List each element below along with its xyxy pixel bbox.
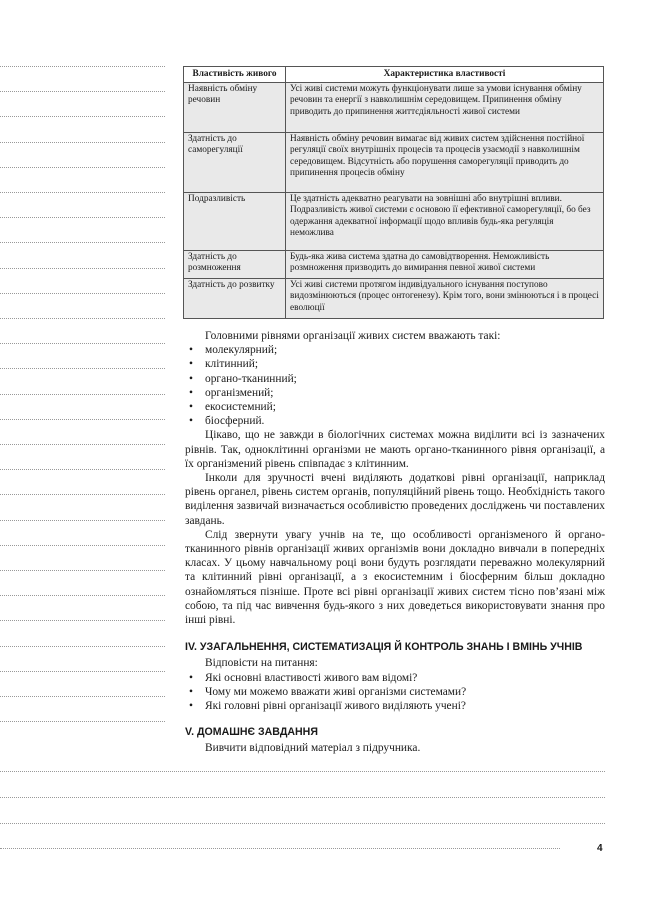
margin-line (0, 595, 165, 596)
table-row (184, 133, 604, 193)
properties-table (183, 66, 604, 319)
margin-line (0, 620, 165, 621)
questions-list (185, 671, 605, 714)
margin-line (0, 494, 165, 495)
property-description: Усі живі системи протягом індивідуального існування поступово видозмінюються (процес онтогенезу). Крім того, вони змінюються і в процесі еволюції (286, 279, 604, 319)
list-item: • молекулярний; (185, 343, 605, 357)
paragraph: Інколи для зручності вчені виділяють додаткові рівні організації, наприклад рівень органел, рівень систем органів, популяційний рівень тощо. Необхідність такого виділення зазвичай визначається особливістю проведених досліджень чи поставлених завдань. (185, 472, 605, 527)
margin-line (0, 394, 165, 395)
margin-line (0, 469, 165, 470)
list-item: • біосферний. (185, 414, 605, 428)
table-row (184, 83, 604, 133)
margin-line (0, 444, 165, 445)
margin-line (0, 167, 165, 168)
levels-intro: Головними рівнями організації живих систем вважають такі: (205, 330, 501, 342)
paragraph: Цікаво, що не завжди в біологічних системах можна виділити всі із зазначених рівнів. Так, одноклітинні організми не мають органо-тканинного рівня організації, а їх організмений рівень співпадає з клітинним. (185, 429, 605, 470)
margin-line (0, 66, 165, 67)
property-description: Це здатність адекватно реагувати на зовнішні або внутрішні впливи. Подразливість живої системи є основою її ефективної саморегуляції, бо без одержання адекватної інформації щодо впливів будь-яка регуляція неможлива (286, 193, 604, 251)
margin-line (0, 91, 165, 92)
margin-line (0, 142, 165, 143)
list-item: • організмений; (185, 386, 605, 400)
list-item: • екосистемний; (185, 400, 605, 414)
levels-list (185, 343, 605, 428)
property-description: Наявність обміну речовин вимагає від живих систем здійснення постійної регуляції своїх внутрішніх процесів та процесів узаємодії з навколишнім середовищем. Відсутність або порушення саморегуляції приводить до припинення процесів обміну (286, 133, 604, 193)
list-item: • органо-тканинний; (185, 372, 605, 386)
property-name: Здатність до розвитку (184, 279, 286, 319)
margin-line (0, 293, 165, 294)
margin-line (0, 646, 165, 647)
margin-line (0, 268, 165, 269)
property-name: Подразливість (184, 193, 286, 251)
table-row (184, 279, 604, 319)
column-header: Характеристика властивості (286, 67, 604, 83)
section-heading: IV. УЗАГАЛЬНЕННЯ, СИСТЕМАТИЗАЦІЯ Й КОНТРОЛЬ ЗНАНЬ І ВМІНЬ УЧНІВ (185, 641, 583, 654)
margin-line (0, 192, 165, 193)
property-name: Здатність до розмноження (184, 251, 286, 279)
paragraph: Слід звернути увагу учнів на те, що особливості організменого й органо-тканинного рівнів організації живих організмів вони докладно вивчали в попередніх класах. У цьому навчальному році вони будуть розглядати переважно молекулярний та клітинний рівні організації, а з екосистемним і біосферним більш докладно ознайомляться пізніше. Проте всі рівні організації живих систем тісно пов’язані між собою, та під час вивчення будь-якого з них доведеться використовувати знання про інші рівні. (185, 528, 605, 627)
margin-line (0, 242, 165, 243)
section-heading: V. ДОМАШНЄ ЗАВДАННЯ (185, 726, 318, 739)
list-item: • Чому ми можемо вважати живі організми системами? (185, 685, 605, 699)
margin-line (0, 671, 165, 672)
margin-line (0, 318, 165, 319)
table-row (184, 193, 604, 251)
margin-line (0, 570, 165, 571)
list-item: • Які головні рівні організації живого виділяють учені? (185, 699, 605, 713)
margin-line (0, 520, 165, 521)
table-header-row (184, 67, 604, 83)
questions-intro: Відповісти на питання: (205, 657, 318, 670)
property-description: Усі живі системи можуть функціонувати лише за умови існування обміну речовин та енергії з навколишнім середовищем. Припинення обміну приводить до припинення життєдіяльності живої системи (286, 83, 604, 133)
margin-line (0, 116, 165, 117)
list-item: • клітинний; (185, 357, 605, 371)
body-text (185, 329, 605, 756)
table-row (184, 251, 604, 279)
margin-line (0, 696, 165, 697)
column-header: Властивість живого (184, 67, 286, 83)
property-name: Наявність обміну речовин (184, 83, 286, 133)
margin-line (0, 217, 165, 218)
margin-line (0, 368, 165, 369)
margin-line (0, 545, 165, 546)
margin-line (0, 721, 165, 722)
margin-note-lines (0, 0, 165, 900)
page-number: 4 (597, 843, 603, 854)
property-description: Будь-яка жива система здатна до самовідтворення. Неможливість розмноження призводить до вимирання певної живої системи (286, 251, 604, 279)
margin-line (0, 419, 165, 420)
margin-line (0, 343, 165, 344)
list-item: • Які основні властивості живого вам відомі? (185, 671, 605, 685)
homework-text: Вивчити відповідний матеріал з підручника. (205, 742, 421, 755)
property-name: Здатність до саморегуляції (184, 133, 286, 193)
